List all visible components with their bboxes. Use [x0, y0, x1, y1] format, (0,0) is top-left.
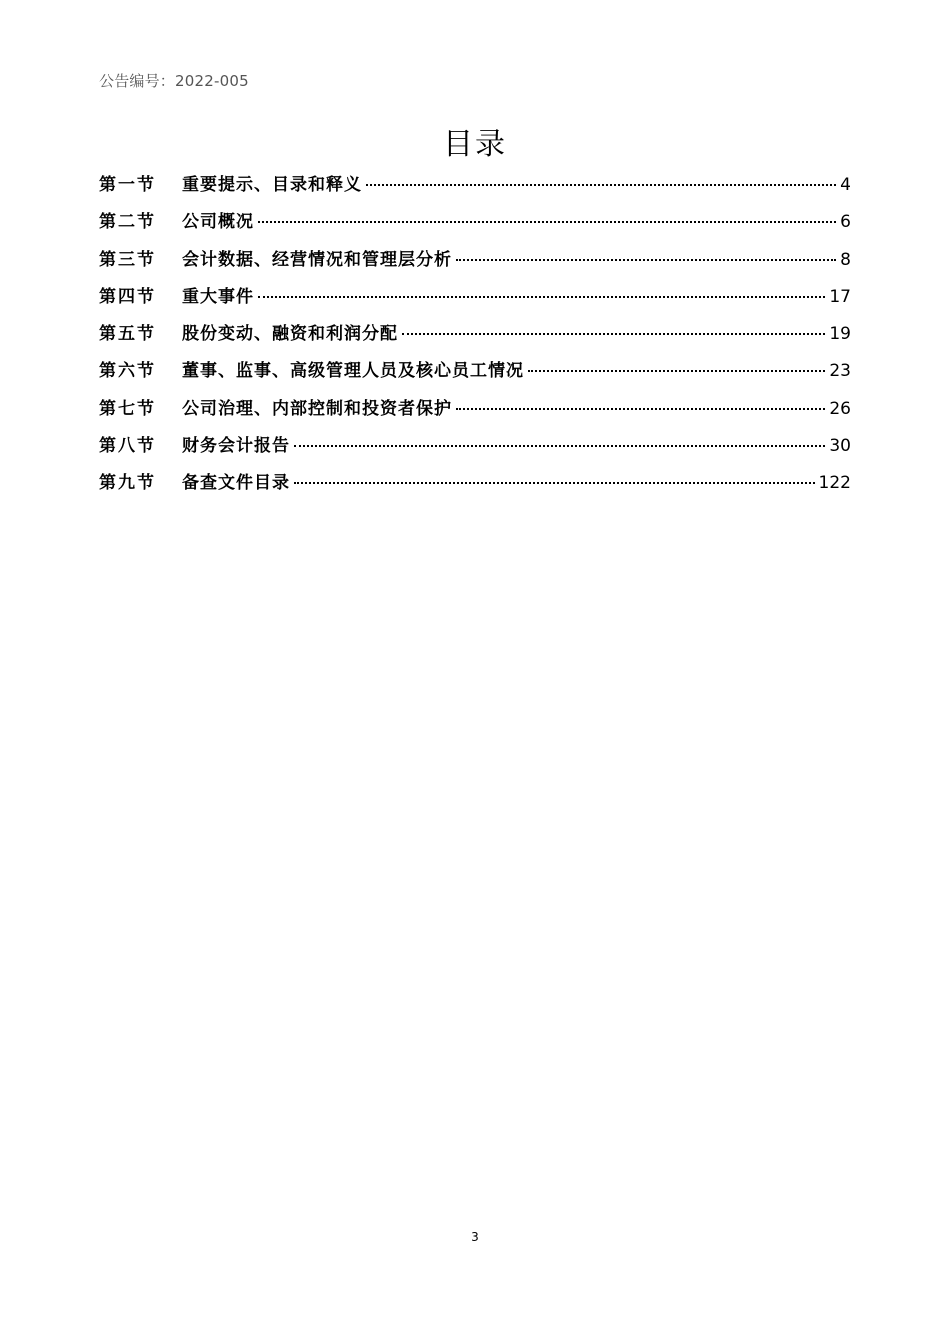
dot-leader: [294, 445, 825, 447]
toc-entry-8[interactable]: [99, 428, 851, 465]
toc-entry-title: 公司治理、内部控制和投资者保护: [182, 398, 452, 419]
toc-section-label: 第四节: [99, 286, 156, 307]
dot-leader: [258, 296, 825, 298]
toc-entry-5[interactable]: [99, 316, 851, 353]
toc-section-label: 第九节: [99, 473, 156, 494]
dot-leader: [456, 259, 836, 261]
dot-leader: [294, 482, 815, 484]
toc-page-number: 30: [829, 436, 851, 457]
toc-entry-6[interactable]: [99, 353, 851, 390]
toc-entry-title: 备查文件目录: [182, 473, 290, 494]
toc-entry-1[interactable]: [99, 167, 851, 204]
toc-page-number: 19: [829, 324, 851, 345]
toc-section-label: 第三节: [99, 249, 156, 270]
toc-page-number: 26: [829, 398, 851, 419]
toc-page-number: 17: [829, 286, 851, 307]
toc-entry-9[interactable]: [99, 465, 851, 502]
toc-page-number: 4: [840, 175, 851, 195]
toc-entry-title: 财务会计报告: [182, 436, 290, 457]
toc-section-label: 第六节: [99, 361, 156, 382]
dot-leader: [528, 370, 825, 372]
toc-section-label: 第八节: [99, 436, 156, 457]
toc-entry-title: 董事、监事、高级管理人员及核心员工情况: [182, 361, 524, 382]
toc-entry-title: 重大事件: [182, 286, 254, 307]
page-number: 3: [471, 1230, 479, 1244]
toc-title: 目录: [443, 127, 507, 162]
toc-entry-7[interactable]: [99, 391, 851, 428]
toc-entry-title: 会计数据、经营情况和管理层分析: [182, 249, 452, 270]
toc-page-number: 6: [840, 212, 851, 233]
toc-entry-title: 股份变动、融资和利润分配: [182, 324, 398, 345]
toc-section-label: 第五节: [99, 324, 156, 345]
dot-leader: [366, 184, 836, 186]
toc-page-number: 8: [840, 249, 851, 270]
table-of-contents: [99, 167, 851, 503]
toc-entry-title: 重要提示、目录和释义: [182, 175, 362, 195]
dot-leader: [456, 408, 825, 410]
announcement-number: 公告编号：2022-005: [99, 72, 249, 90]
toc-section-label: 第二节: [99, 212, 156, 233]
toc-entry-3[interactable]: [99, 242, 851, 279]
toc-page-number: 23: [829, 361, 851, 382]
toc-entry-title: 公司概况: [182, 212, 254, 233]
dot-leader: [258, 221, 836, 223]
toc-entry-2[interactable]: [99, 204, 851, 241]
toc-entry-4[interactable]: [99, 279, 851, 316]
toc-page-number: 122: [818, 473, 851, 494]
toc-section-label: 第七节: [99, 398, 156, 419]
toc-section-label: 第一节: [99, 175, 156, 195]
dot-leader: [402, 333, 825, 335]
